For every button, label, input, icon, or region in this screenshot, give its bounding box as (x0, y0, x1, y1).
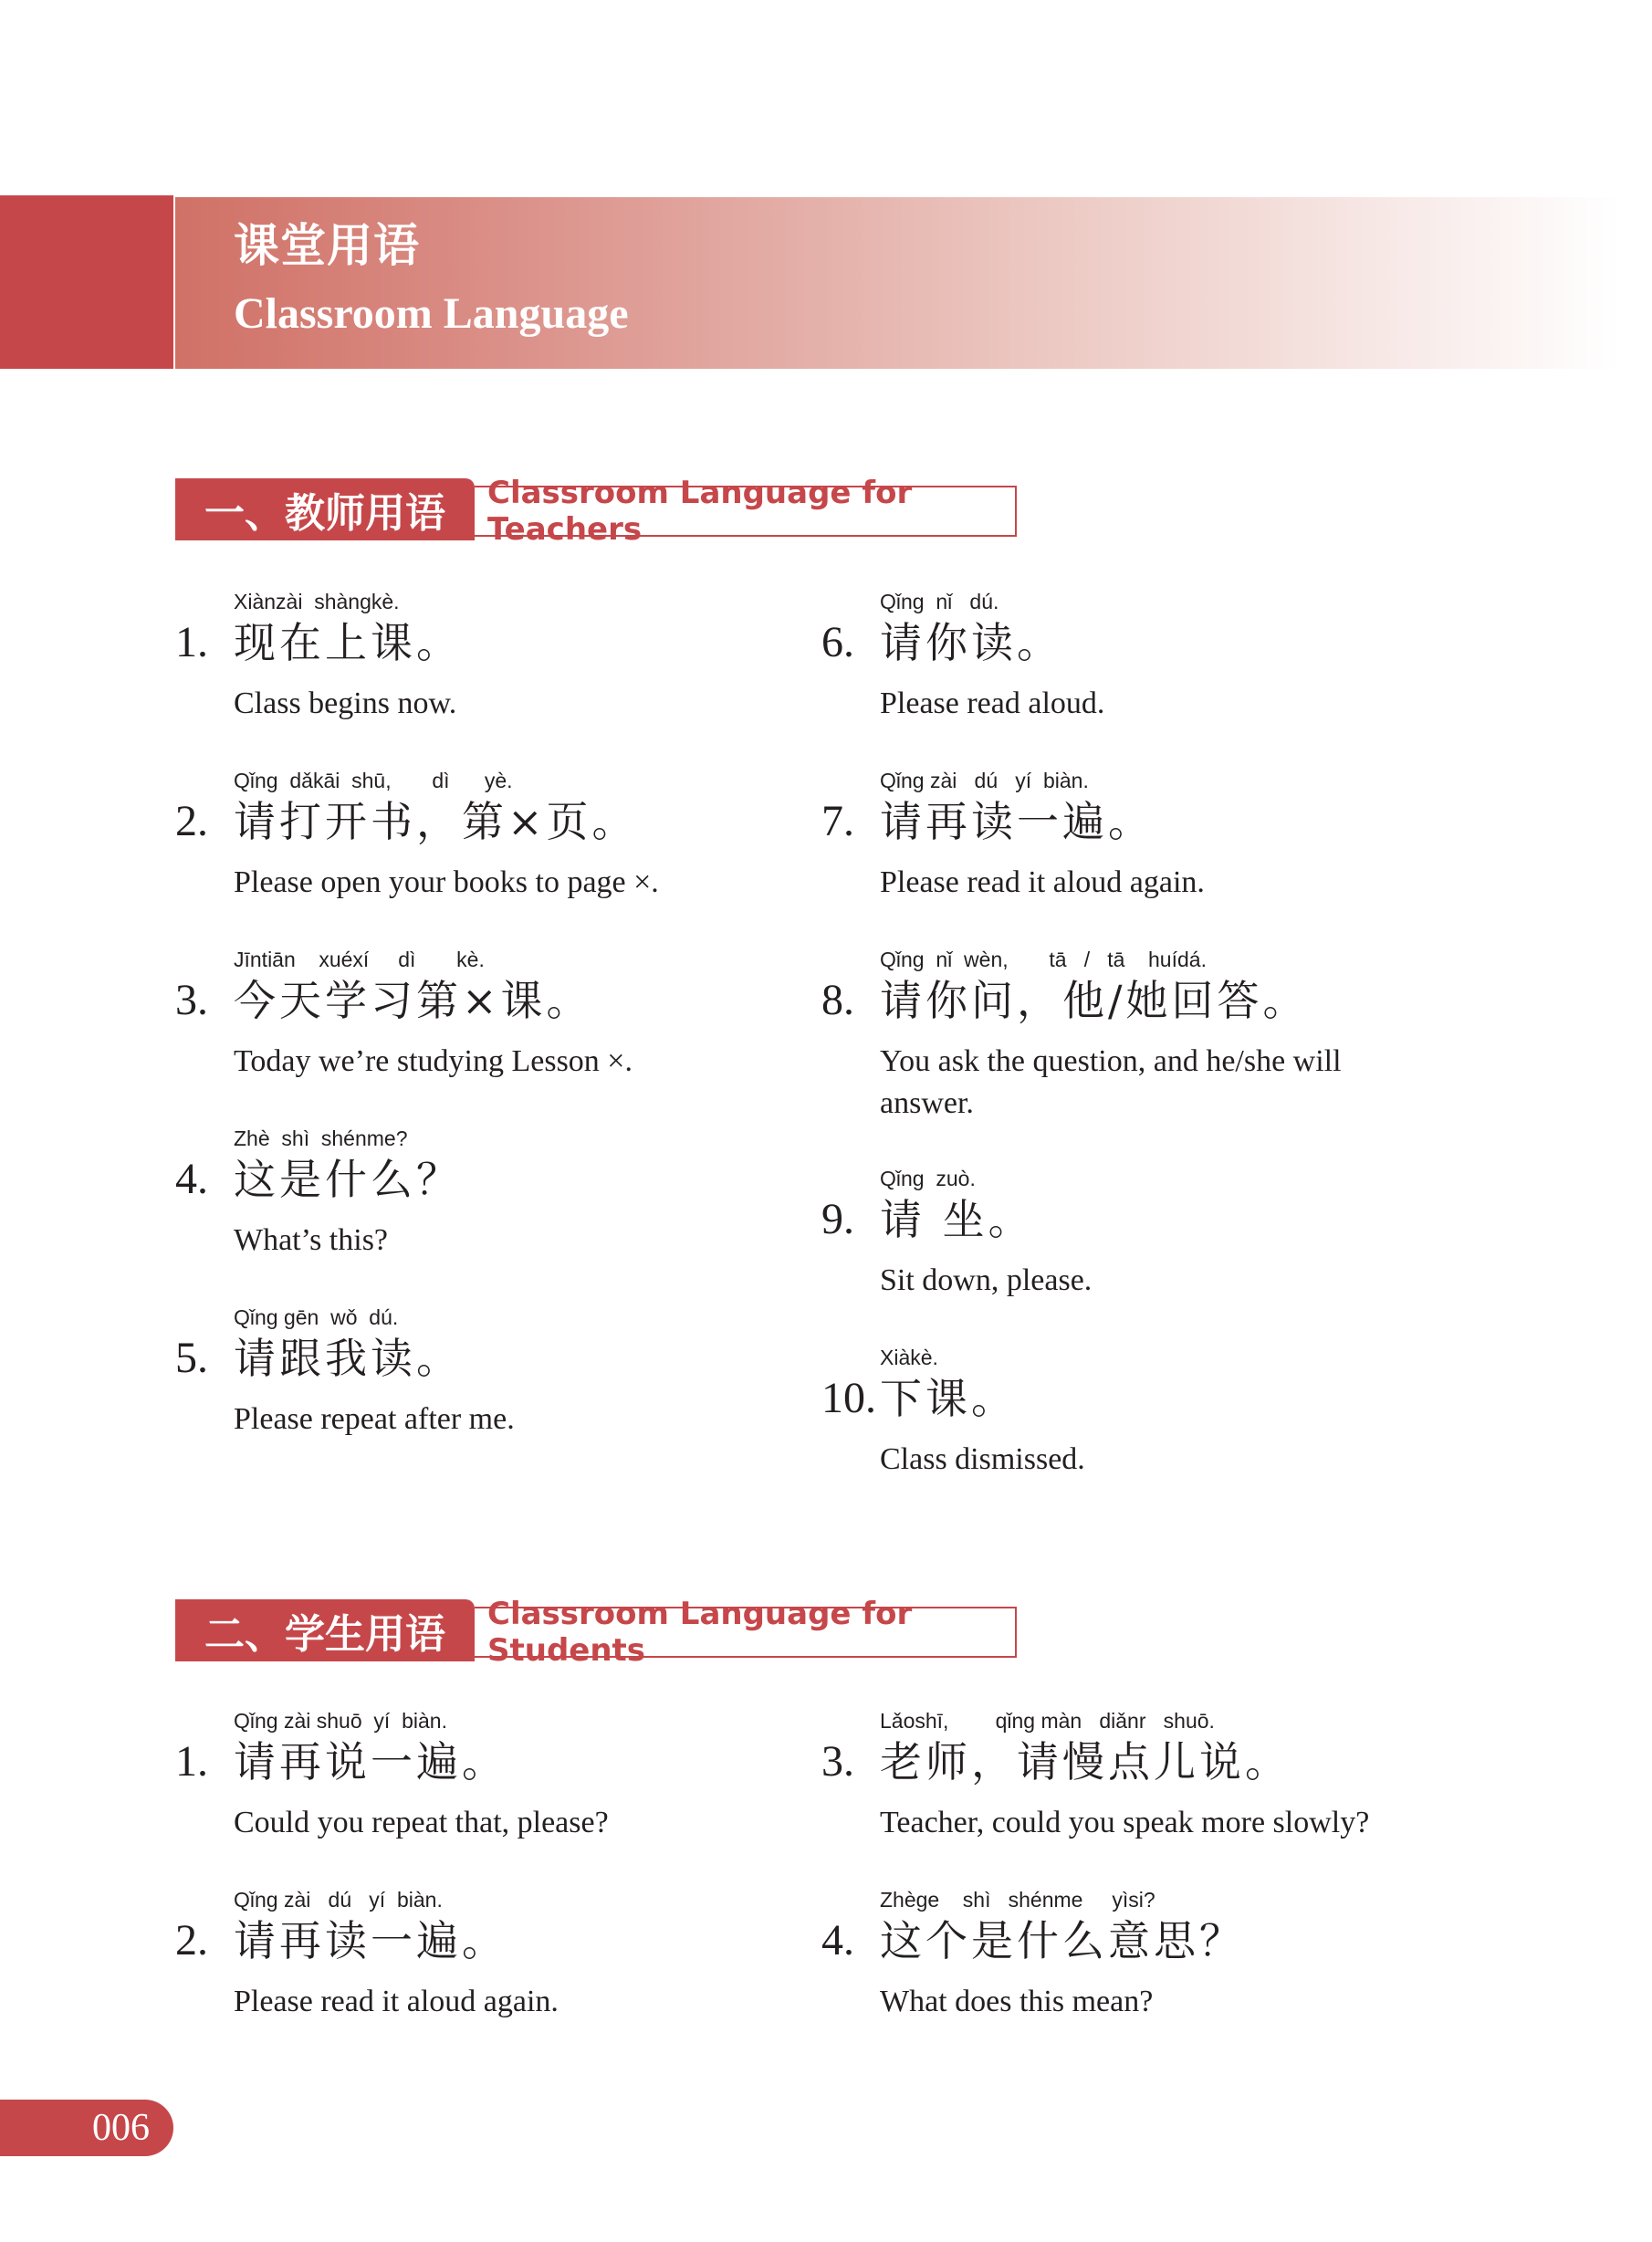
item-number: 1. (175, 618, 208, 666)
pinyin: Qǐng zài shuō yí biàn. (234, 1709, 447, 1733)
pinyin: Qǐng nǐ dú. (880, 590, 999, 613)
pinyin: Qǐng zuò. (880, 1167, 976, 1190)
pinyin: Qǐng nǐ wèn, tā / tā huídá. (880, 948, 1207, 971)
pinyin: Qǐng zài dú yí biàn. (880, 769, 1089, 792)
section-tag: 一、教师用语 (175, 478, 475, 540)
pinyin: Qǐng dǎkāi shū, dì yè. (234, 769, 513, 792)
item-number: 7. (821, 797, 854, 845)
hanzi: 请打开书，第×页。 (234, 797, 638, 846)
translation: Please read it aloud again. (234, 1985, 559, 2018)
pinyin: Zhège shì shénme yìsi? (880, 1888, 1155, 1912)
hanzi: 现在上课。 (234, 618, 462, 667)
section-title-en: Classroom Language for Students (475, 1607, 1017, 1658)
translation: What’s this? (234, 1223, 389, 1257)
translation: What does this mean? (880, 1985, 1154, 2018)
section-header-teachers (175, 475, 1020, 548)
translation: Teacher, could you speak more slowly? (880, 1806, 1370, 1839)
hanzi: 下课。 (880, 1374, 1017, 1423)
item-number: 9. (821, 1195, 854, 1243)
hanzi: 请你读。 (880, 618, 1062, 667)
hanzi: 请再读一遍。 (880, 797, 1154, 846)
item-number: 5. (175, 1334, 208, 1382)
item-number: 3. (821, 1737, 854, 1786)
chapter-banner (0, 195, 1620, 369)
chapter-title-cn: 课堂用语 (234, 219, 420, 272)
hanzi: 请再说一遍。 (234, 1737, 507, 1786)
pinyin: Jīntiān xuéxí dì kè. (234, 948, 485, 971)
pinyin: Lǎoshī, qǐng màn diǎnr shuō. (880, 1709, 1215, 1733)
hanzi: 请你问，他/她回答。 (880, 976, 1309, 1025)
page-number: 006 (0, 2100, 173, 2156)
item-number: 3. (175, 976, 208, 1024)
translation: Please read it aloud again. (880, 865, 1205, 899)
section-header-students (175, 1596, 1020, 1669)
hanzi: 这个是什么意思？ (880, 1916, 1245, 1965)
hanzi: 今天学习第×课。 (234, 976, 592, 1025)
item-number: 8. (821, 976, 854, 1024)
item-number: 6. (821, 618, 854, 666)
item-number: 2. (175, 797, 208, 845)
item-number: 4. (821, 1916, 854, 1964)
hanzi: 这是什么？ (234, 1155, 462, 1204)
banner-accent-block (0, 195, 173, 369)
item-number: 1. (175, 1737, 208, 1786)
pinyin: Qǐng gēn wǒ dú. (234, 1305, 399, 1329)
pinyin: Qǐng zài dú yí biàn. (234, 1888, 443, 1912)
translation: Sit down, please. (880, 1263, 1093, 1297)
translation: Could you repeat that, please? (234, 1806, 609, 1839)
translation: Please read aloud. (880, 686, 1105, 720)
section-title-en: Classroom Language for Teachers (475, 486, 1017, 537)
pinyin: Xiàkè. (880, 1346, 938, 1369)
translation: Class begins now. (234, 686, 457, 720)
pinyin: Zhè shì shénme? (234, 1126, 408, 1150)
translation: Please open your books to page ×. (234, 865, 659, 899)
item-number: 10. (821, 1374, 876, 1422)
pinyin: Xiànzài shàngkè. (234, 590, 400, 613)
hanzi: 请跟我读。 (234, 1334, 462, 1383)
section-tag: 二、学生用语 (175, 1599, 475, 1661)
hanzi: 请 坐。 (880, 1195, 1034, 1244)
translation: Today we’re studying Lesson ×. (234, 1044, 633, 1078)
hanzi: 老师，请慢点儿说。 (880, 1737, 1291, 1786)
hanzi: 请再读一遍。 (234, 1916, 507, 1965)
translation: You ask the question, and he/she will answer. (880, 1044, 1342, 1120)
item-number: 4. (175, 1155, 208, 1203)
item-number: 2. (175, 1916, 208, 1964)
chapter-title-en: Classroom Language (234, 289, 629, 338)
translation: Class dismissed. (880, 1442, 1085, 1476)
translation: Please repeat after me. (234, 1402, 515, 1436)
